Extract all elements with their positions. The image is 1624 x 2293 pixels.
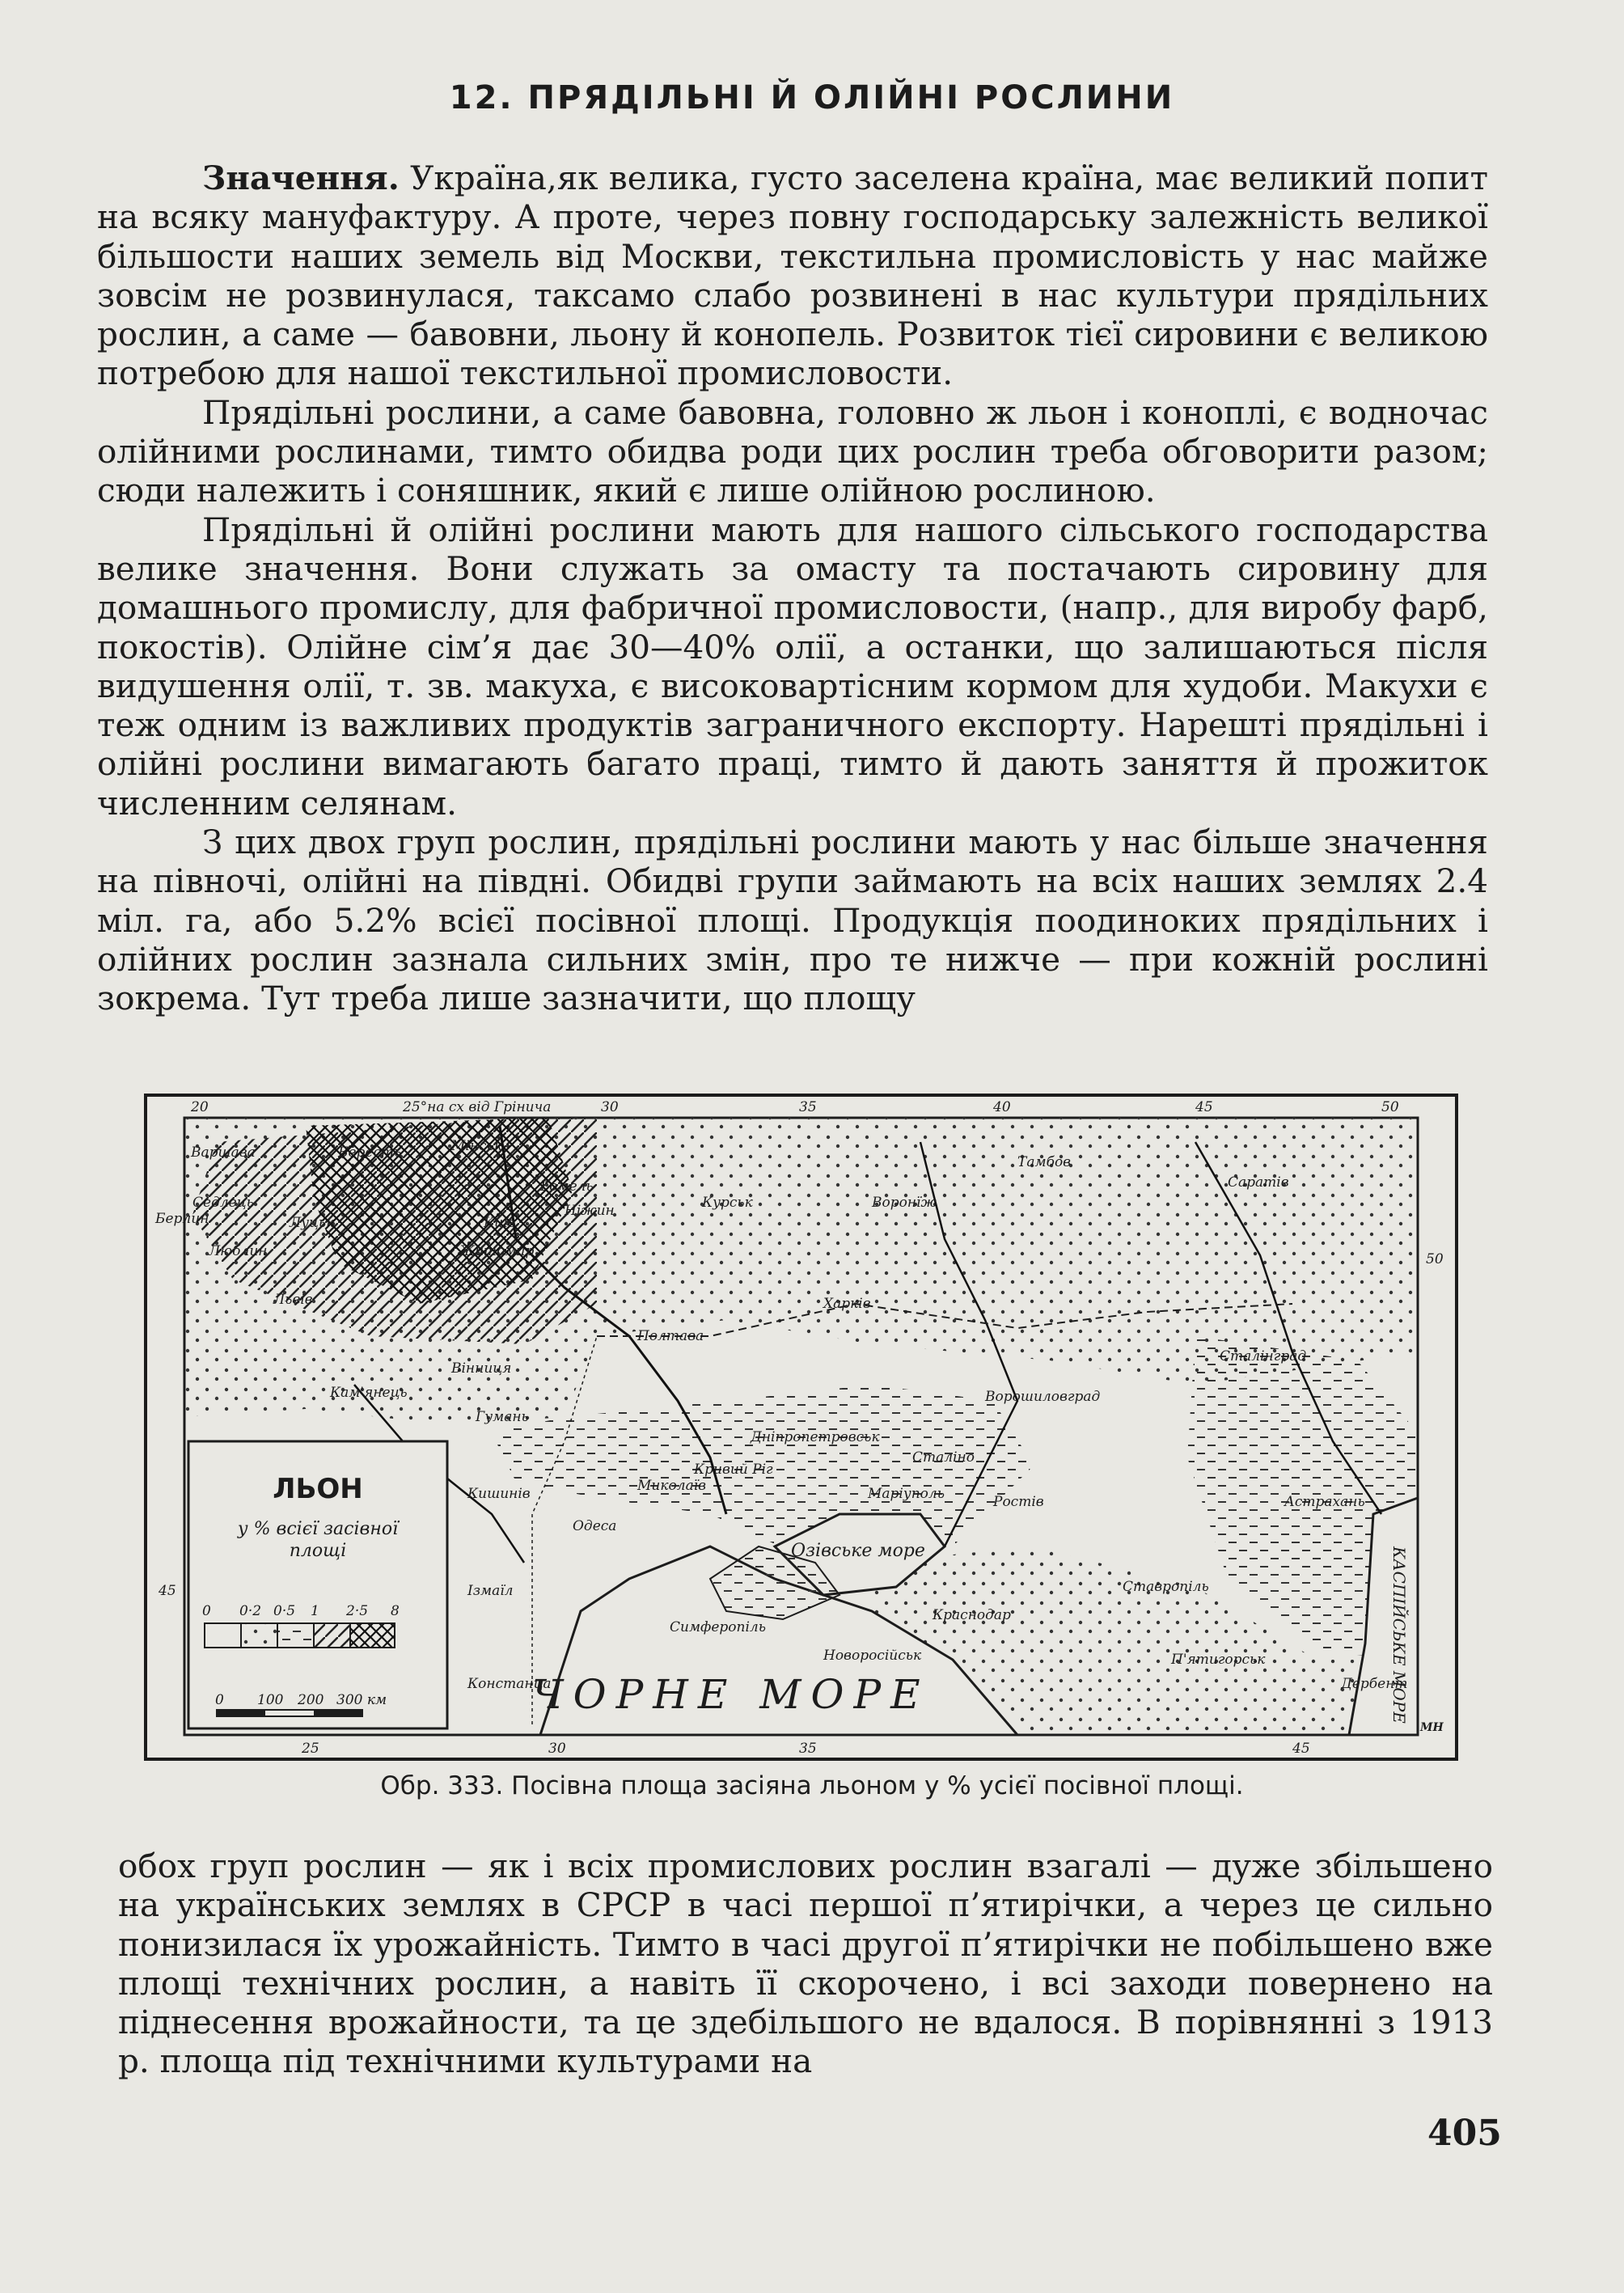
side-tick-45: 45 (159, 1583, 176, 1599)
paragraph-1-text: Україна,як велика, густо заселена країна, має великий попит на всяку мануфактуру. А проте, через повну господарську залежність великої більшости наших земель від Москви, текстильна промисловість у нас майже зовсім не розвинулася, таксамо слабо розвинені в нас культури прядільних рослин, а саме — бавовни, льону й конопель. Розвиток тієї сировини є великою потребою для нашої текстильної промисловости. (97, 159, 1489, 393)
body-text-bottom (118, 1847, 1493, 2081)
black-sea-label: ЧОРНЕ МОРЕ (532, 1671, 930, 1718)
city-label: Гомель (540, 1178, 594, 1195)
legend-swatch-dots (241, 1623, 277, 1648)
legend-class-label: 1 (311, 1603, 319, 1619)
city-label: Одеса (573, 1518, 617, 1534)
city-label: Житомир (459, 1243, 535, 1259)
city-label: Кам'янець (330, 1385, 408, 1401)
city-label: Бересть (338, 1144, 402, 1161)
city-label: Люблин (209, 1243, 268, 1259)
top-tick-45: 45 (1195, 1099, 1213, 1115)
legend-swatch-crosshatch (350, 1623, 395, 1648)
city-label: Ставропіль (1123, 1579, 1209, 1595)
bottom-tick-35: 35 (799, 1741, 817, 1757)
top-tick-20: 20 (191, 1099, 209, 1115)
legend-class-label: 8 (391, 1603, 400, 1619)
bottom-tick-25: 25 (302, 1741, 319, 1757)
top-tick-25: 25°на сх від Грінича (403, 1099, 552, 1115)
city-label: Воронїж (872, 1195, 937, 1211)
legend-class-label: 2·5 (346, 1603, 369, 1619)
body-text-top (97, 159, 1488, 1018)
city-label: Ніжин (565, 1203, 615, 1219)
city-label: Київ (484, 1215, 516, 1231)
city-label: Тамбов (1017, 1154, 1072, 1170)
city-label: Харків (823, 1296, 871, 1312)
city-label: Краснодар (933, 1607, 1011, 1623)
city-label: Курськ (702, 1195, 753, 1211)
city-label: Кривий Ріг (694, 1462, 773, 1478)
legend-class-label: 0 (202, 1603, 211, 1619)
city-label: Маріуполь (868, 1486, 945, 1502)
city-label: Констанца (467, 1676, 552, 1692)
city-label: Дербент (1341, 1676, 1408, 1692)
city-label: Сталіно (912, 1449, 975, 1466)
city-label: Сталінград (1220, 1348, 1307, 1364)
section-label: Значення. (202, 159, 400, 197)
city-label: Ізмаїл (467, 1583, 514, 1599)
city-label: Астрахань (1284, 1494, 1365, 1510)
azov-sea-label: Озівське море (791, 1541, 925, 1561)
city-label: Ростів (993, 1494, 1044, 1510)
legend-subtitle-1: у % всієї засівної (237, 1519, 399, 1539)
city-label: Новоросійськ (823, 1648, 922, 1664)
paragraph-1 (97, 159, 1488, 393)
city-label: Мінськ (451, 1138, 502, 1154)
map-legend (188, 1441, 447, 1728)
legend-swatch-dash (277, 1623, 314, 1648)
top-tick-40: 40 (993, 1099, 1011, 1115)
top-tick-50: 50 (1381, 1099, 1399, 1115)
scale-label: 300 км (336, 1692, 387, 1708)
city-label: Львів (273, 1292, 313, 1308)
caspian-sea-label: КАСПІЙСЬКЕ МОРЕ (1389, 1546, 1409, 1724)
page-number: 405 (1427, 2113, 1502, 2154)
city-label: Варшава (191, 1144, 256, 1161)
paragraph-3: Прядільні й олійні рослини мають для нашого сільського господарства велике значення. Вони служать за омасту та постачають сировину для домашнього промислу, для фабричної промисловости, (напр., для виробу фарб, покостів). Олійне сім’я дає 30—40% олії, а останки, що залишаються після видушення олії, т. зв. макуха, є високовартісним кормом для худоби. Макухи є теж одним із важливих продуктів заграничного експорту. Нарешті прядільні і олійні рослини вимагають багато праці, тимто й дають заняття й прожиток численним селянам. (97, 510, 1488, 823)
city-label: Саратів (1228, 1174, 1289, 1191)
top-tick-35: 35 (799, 1099, 817, 1115)
flax-map-figure (144, 1094, 1458, 1761)
section-heading: 12. ПРЯДІЛЬНІ Й ОЛІЙНІ РОСЛИНИ (449, 79, 1175, 116)
paragraph-4: З цих двох груп рослин, прядільні рослини мають у нас більше значення на півночі, олійні на півдні. Обидві групи займають на всіх наших землях 2.4 міл. га, або 5.2% всієї посівної площі. Продукція поодиноких прядільних і олійних рослин зазнала сильних змін, про те нижче — при кожній рослині зокрема. Тут треба лише зазначити, що площу (97, 823, 1488, 1018)
city-label: Вінниця (451, 1360, 512, 1377)
bottom-tick-45: 45 (1292, 1741, 1310, 1757)
city-label: П'ятигорськ (1171, 1652, 1266, 1668)
legend-swatch-diagonal (314, 1623, 350, 1648)
legend-title: ЛЬОН (273, 1473, 363, 1505)
map-signature: МН (1420, 1721, 1444, 1734)
legend-class-label: 0·5 (273, 1603, 296, 1619)
city-label: Полтава (637, 1328, 704, 1344)
paragraph-2: Прядільні рослини, а саме бавовна, головно ж льон і коноплі, є водночас олійними рослинами, тимто обидва роди цих рослин треба обговорити разом; сюди належить і соняшник, який є лише олійною рослиною. (97, 392, 1488, 510)
city-label: Ворошиловград (985, 1389, 1101, 1405)
city-label: Симферопіль (670, 1619, 766, 1635)
scale-label: 200 (298, 1692, 324, 1708)
city-label: Луцьк (290, 1215, 335, 1231)
city-label: Седлець (192, 1195, 254, 1211)
legend-class-label: 0·2 (239, 1603, 262, 1619)
bottom-tick-30: 30 (548, 1741, 566, 1757)
city-label: Кишинів (467, 1486, 531, 1502)
city-label: Дніпропетровськ (751, 1429, 880, 1445)
figure-caption: Обр. 333. Посівна площа засіяна льоном у % усієї посівної площі. (380, 1771, 1244, 1800)
city-label: Гумань (476, 1409, 529, 1425)
city-label: Берлин (155, 1211, 209, 1227)
side-tick-50: 50 (1426, 1251, 1444, 1267)
city-label: Миколаїв (637, 1478, 707, 1494)
scale-label: 100 (257, 1692, 284, 1708)
flax-map (144, 1094, 1458, 1761)
legend-subtitle-2: площі (289, 1541, 347, 1561)
legend-swatch-blank (205, 1623, 241, 1648)
top-tick-30: 30 (601, 1099, 619, 1115)
paragraph-continuation: обох груп рослин — як і всіх промислових рослин взагалі — дуже збільшено на українських землях в СРСР в часі першої п’ятирічки, а через це сильно понизилася їх урожайність. Тимто в часі другої п’ятирічки не побільшено вже площі технічних рослин, а навіть її скорочено, і всі заходи повернено на піднесення врожайности, та це здебільшого не вдалося. В порівнянні з 1913 р. площа під технічними культурами на (118, 1847, 1493, 2081)
scale-label: 0 (215, 1692, 224, 1708)
